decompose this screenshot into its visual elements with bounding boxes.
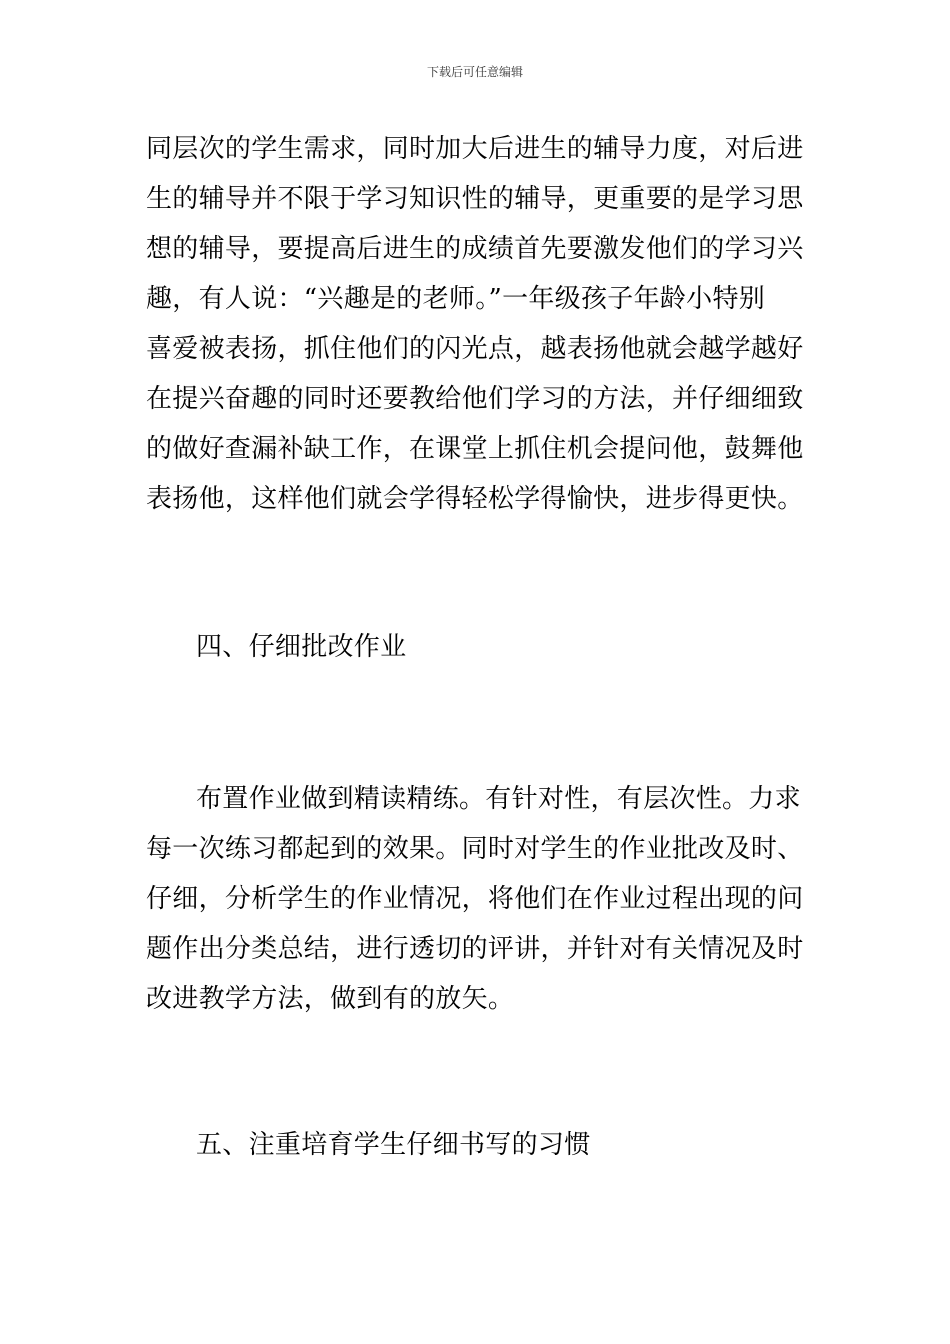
- paragraph-line: 在提兴奋趣的同时还要教给他们学习的方法，并仔细细致: [146, 384, 804, 414]
- paragraph-line: 改进教学方法，做到有的放矢。: [146, 984, 515, 1014]
- paragraph-line: 题作出分类总结，进行透切的评讲，并针对有关情况及时: [146, 934, 804, 964]
- paragraph-line: 想的辅导，要提高后进生的成绩首先要激发他们的学习兴: [146, 234, 804, 264]
- paragraph-line: 每一次练习都起到的效果。同时对学生的作业批改及时、: [146, 834, 804, 864]
- paragraph-line: 的做好查漏补缺工作，在课堂上抓住机会提问他，鼓舞他: [146, 434, 804, 464]
- paragraph-line: 喜爱被表扬，抓住他们的闪光点，越表扬他就会越学越好: [146, 334, 804, 364]
- section-heading-4: 四、仔细批改作业: [196, 632, 407, 662]
- paragraph-line: 生的辅导并不限于学习知识性的辅导，更重要的是学习思: [146, 184, 804, 214]
- paragraph-line: 表扬他，这样他们就会学得轻松学得愉快，进步得更快。: [146, 484, 804, 514]
- paragraph-line: 趣，有人说：“兴趣是的老师。”一年级孩子年龄小特别: [146, 284, 766, 314]
- paragraph-line: 仔细，分析学生的作业情况，将他们在作业过程出现的问: [146, 884, 804, 914]
- page-header: 下载后可任意编辑: [426, 65, 523, 79]
- paragraph-line: 同层次的学生需求，同时加大后进生的辅导力度，对后进: [146, 134, 804, 164]
- section-heading-5: 五、注重培育学生仔细书写的习惯: [196, 1130, 591, 1160]
- paragraph-line: 布置作业做到精读精练。有针对性，有层次性。力求: [196, 784, 801, 814]
